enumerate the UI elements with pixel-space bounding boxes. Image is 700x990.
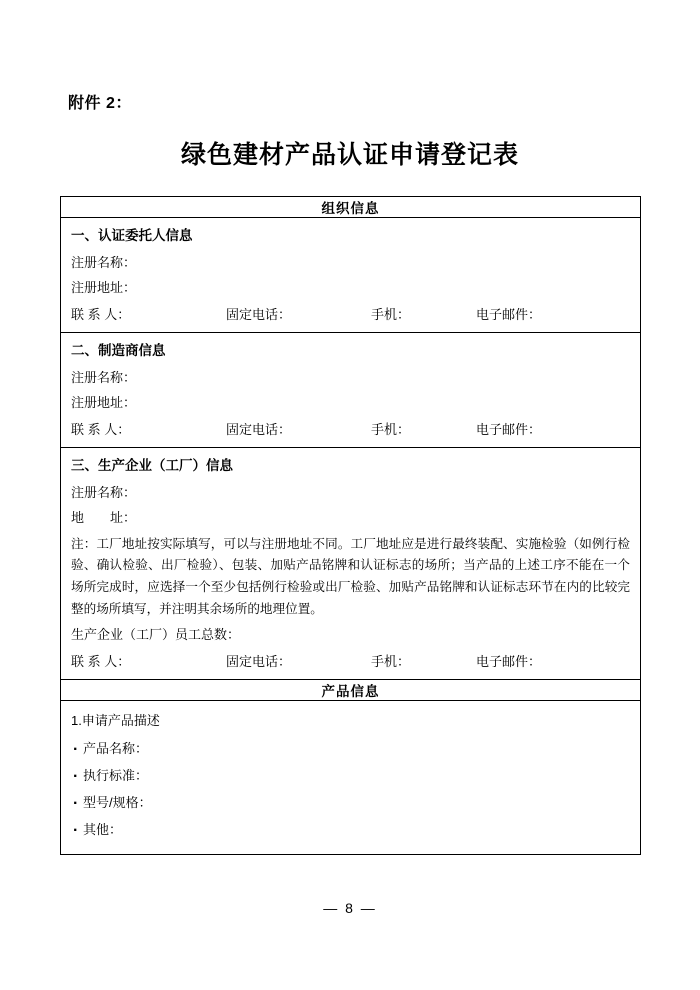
org-section-header: 组织信息 xyxy=(61,197,641,218)
product-model-spec-field[interactable]: · 型号/规格： xyxy=(71,793,630,813)
page-number: — 8 — xyxy=(323,900,377,916)
manufacturer-register-address-field[interactable]: 注册地址： xyxy=(71,395,137,411)
factory-phone-field[interactable]: 固定电话： xyxy=(226,654,292,670)
product-description-block xyxy=(61,701,640,854)
product-description-heading: 1.申请产品描述 xyxy=(71,713,160,729)
attachment-label: 附件 2： xyxy=(68,95,132,112)
applicant-mobile-field[interactable]: 手机： xyxy=(371,307,411,323)
table-row xyxy=(61,333,641,448)
factory-address-note: 注：工厂地址按实际填写，可以与注册地址不同。工厂地址应是进行最终装配、实施检验（如例行检验、确认检验、出厂检验）、包装、加贴产品铭牌和认证标志的场所；当产品的上述工序不能在一个场所完成时，应选择一个至少包括例行检验或出厂检验、加贴产品铭牌和认证标志环节在内的比较完整的场所填写，并注明其余场所的地理位置。 xyxy=(71,536,630,616)
page-title: 绿色建材产品认证申请登记表 xyxy=(180,141,519,169)
factory-mobile-field[interactable]: 手机： xyxy=(371,654,411,670)
manufacturer-info-block xyxy=(61,333,640,447)
table-row xyxy=(61,448,641,680)
applicant-register-address-field[interactable]: 注册地址： xyxy=(71,280,137,296)
table-row xyxy=(61,197,641,218)
applicant-email-field[interactable]: 电子邮件： xyxy=(476,307,542,323)
application-form-table xyxy=(60,196,641,855)
factory-contact-row xyxy=(71,652,630,669)
manufacturer-contact-person-field[interactable]: 联 系 人： xyxy=(71,422,131,438)
product-section-header: 产品信息 xyxy=(61,680,641,701)
factory-email-field[interactable]: 电子邮件： xyxy=(476,654,542,670)
table-row xyxy=(61,701,641,855)
factory-register-name-field[interactable]: 注册名称： xyxy=(71,485,137,501)
product-name-field[interactable]: · 产品名称： xyxy=(71,739,630,759)
manufacturer-phone-field[interactable]: 固定电话： xyxy=(226,422,292,438)
factory-heading: 三、生产企业（工厂）信息 xyxy=(71,458,233,474)
factory-contact-person-field[interactable]: 联 系 人： xyxy=(71,654,131,670)
product-other-field[interactable]: · 其他： xyxy=(71,820,630,840)
applicant-contact-person-field[interactable]: 联 系 人： xyxy=(71,307,131,323)
manufacturer-mobile-field[interactable]: 手机： xyxy=(371,422,411,438)
manufacturer-register-name-field[interactable]: 注册名称： xyxy=(71,370,137,386)
product-fields-list xyxy=(71,739,630,841)
applicant-register-name-field[interactable]: 注册名称： xyxy=(71,254,137,270)
factory-employee-count-field[interactable]: 生产企业（工厂）员工总数： xyxy=(71,627,241,643)
table-row xyxy=(61,218,641,333)
applicant-phone-field[interactable]: 固定电话： xyxy=(226,307,292,323)
manufacturer-email-field[interactable]: 电子邮件： xyxy=(476,422,542,438)
applicant-info-block xyxy=(61,218,640,332)
manufacturer-heading: 二、制造商信息 xyxy=(71,343,166,359)
manufacturer-contact-row xyxy=(71,420,630,437)
table-row xyxy=(61,680,641,701)
applicant-contact-row xyxy=(71,305,630,322)
factory-address-field[interactable]: 地 址： xyxy=(71,510,137,526)
factory-info-block xyxy=(61,448,640,679)
applicant-heading: 一、认证委托人信息 xyxy=(71,228,193,243)
product-standard-field[interactable]: · 执行标准： xyxy=(71,766,630,786)
